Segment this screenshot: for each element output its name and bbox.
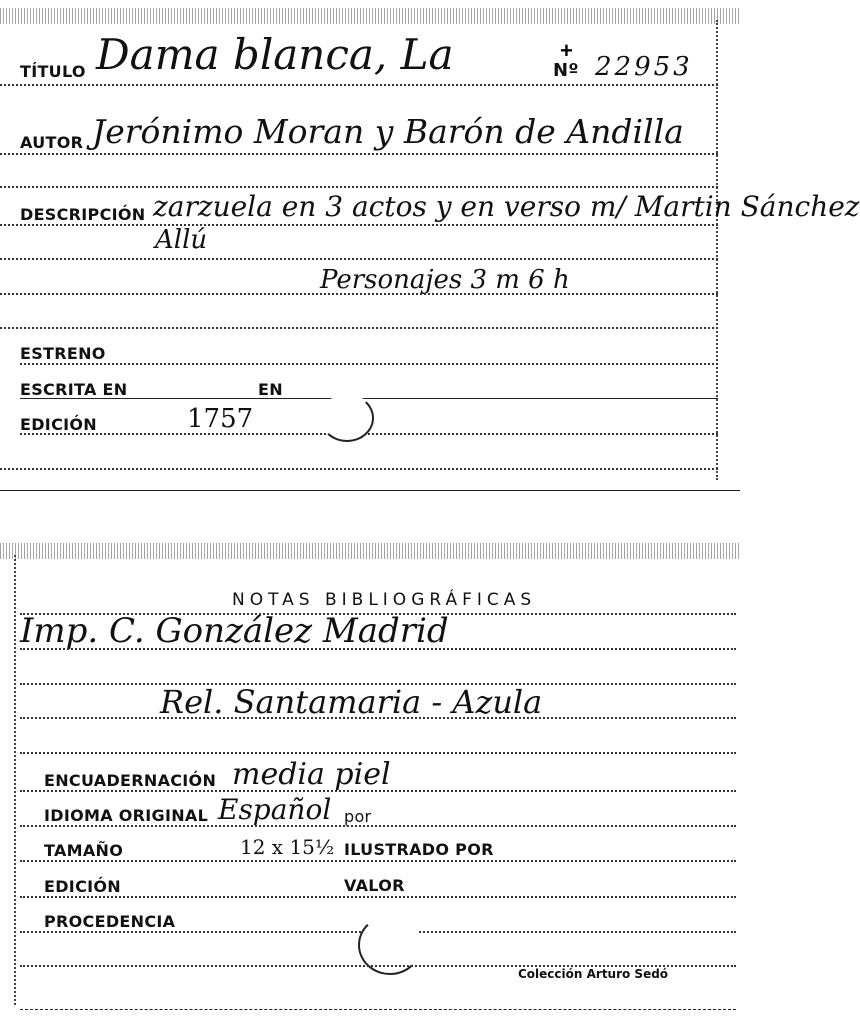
ilustrado-label: ILUSTRADO POR (344, 840, 494, 859)
edicion-bottom-label: EDICIÓN (44, 877, 121, 896)
notes-line-1: Imp. C. González Madrid (20, 611, 449, 651)
descripcion-value-3: Personajes 3 m 6 h (320, 265, 570, 295)
card-top-edge (0, 8, 740, 24)
titulo-label: TÍTULO (20, 62, 86, 81)
encuadernacion-value: media piel (232, 757, 391, 792)
card-left-edge (14, 555, 16, 1005)
por-label: por (344, 807, 372, 826)
card-bottom-edge (0, 490, 740, 491)
edicion-value: 1757 (187, 404, 254, 434)
rule-line (0, 153, 718, 155)
rule-line (20, 363, 718, 365)
en-label: EN (258, 380, 283, 399)
card-top-edge (0, 543, 740, 559)
rule-line (0, 186, 718, 188)
rule-line (20, 717, 736, 719)
rule-line (0, 84, 718, 86)
notes-line-2: Rel. Santamaria - Azula (160, 683, 543, 721)
rule-line (0, 327, 718, 329)
numero-cross-icon: + (560, 38, 573, 63)
rule-line (20, 860, 736, 862)
rule-line (20, 752, 736, 754)
escrita-en-label: ESCRITA EN (20, 380, 128, 399)
valor-label: VALOR (344, 876, 405, 895)
autor-value: Jerónimo Moran y Barón de Andilla (92, 112, 684, 151)
card-bottom-edge (20, 1009, 736, 1010)
rule-line (20, 790, 736, 792)
rule-line (20, 648, 736, 650)
collection-credit: Colección Arturo Sedó (518, 967, 669, 981)
procedencia-label: PROCEDENCIA (44, 912, 176, 931)
numero-label: Nº (553, 60, 579, 81)
rule-line (20, 896, 736, 898)
descripcion-value-1: zarzuela en 3 actos y en verso m/ Martin Sánchez (153, 190, 860, 223)
encuadernacion-label: ENCUADERNACIÓN (44, 771, 217, 790)
rule-line (20, 398, 718, 399)
titulo-value: Dama blanca, La (96, 30, 454, 79)
rule-line (0, 293, 718, 295)
tamano-label: TAMAÑO (44, 841, 124, 860)
numero-value: 22953 (595, 52, 693, 82)
card-right-edge (716, 20, 718, 480)
rule-line (0, 224, 718, 226)
rule-line (20, 433, 718, 435)
rule-line (0, 258, 718, 260)
autor-label: AUTOR (20, 133, 84, 152)
catalog-card-bottom (0, 535, 759, 1028)
descripcion-label: DESCRIPCIÓN (20, 205, 146, 224)
notas-heading: NOTAS BIBLIOGRÁFICAS (232, 590, 537, 610)
rule-line (0, 468, 718, 470)
punch-hole (320, 394, 374, 442)
tamano-value: 12 x 15½ (240, 835, 335, 859)
rule-line (20, 825, 736, 827)
idioma-label: IDIOMA ORIGINAL (44, 806, 209, 825)
catalog-card-top (0, 0, 860, 495)
estreno-label: ESTRENO (20, 344, 106, 363)
descripcion-value-2: Allú (155, 225, 208, 255)
edicion-label: EDICIÓN (20, 415, 97, 434)
idioma-value: Español (218, 793, 332, 826)
